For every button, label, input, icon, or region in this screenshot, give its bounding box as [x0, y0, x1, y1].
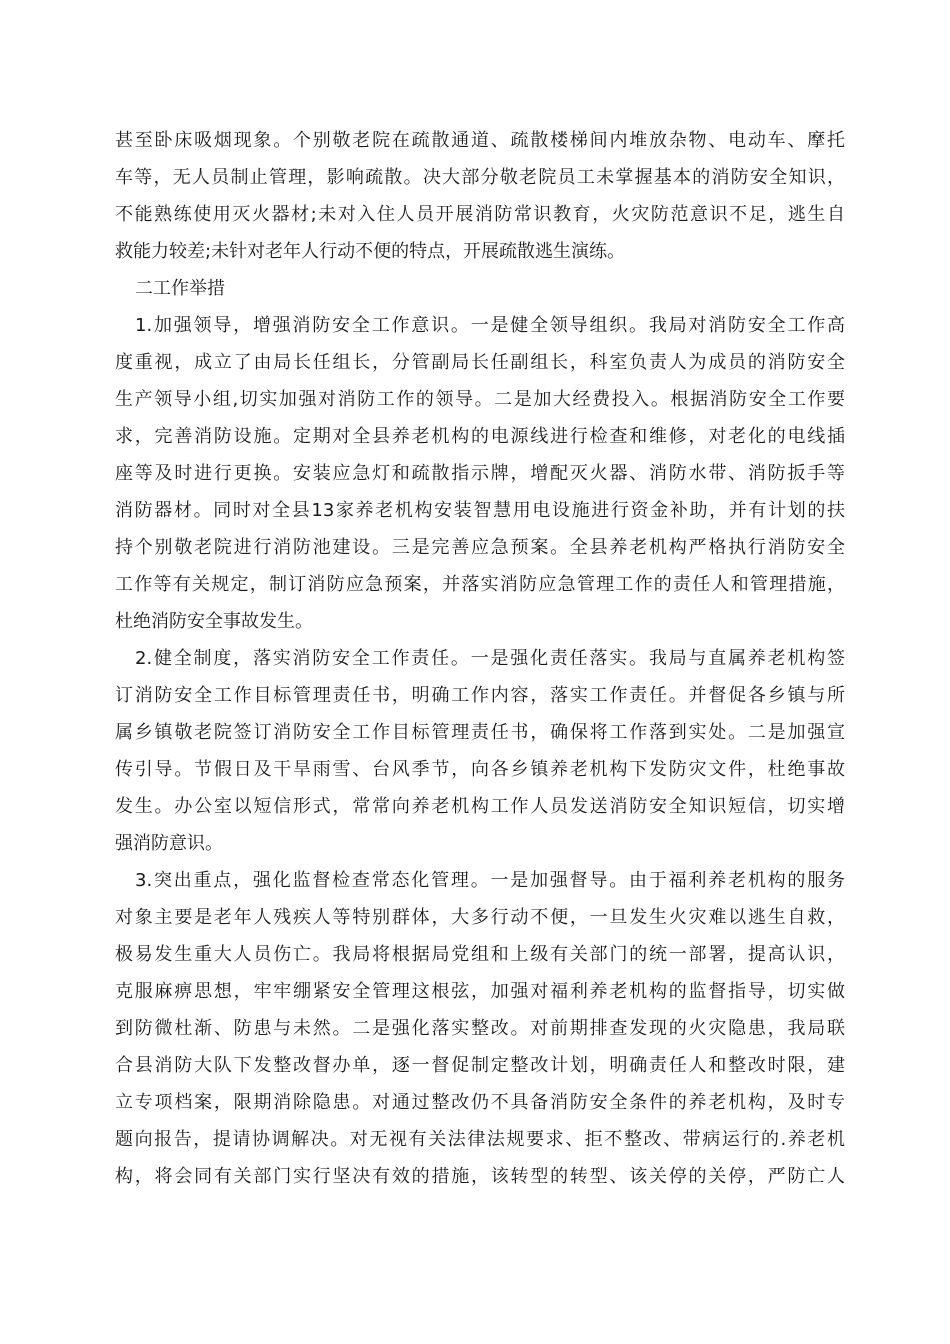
section-heading: 二工作举措 [135, 278, 225, 299]
text-line: 杜绝消防安全事故发生。 [115, 611, 313, 632]
text-line: 合县消防大队下发整改督办单，逐一督促制定整改计划，明确责任人和整改时限，建 [115, 1055, 845, 1076]
paragraph-1-first-line: 1.加强领导，增强消防安全工作意识。一是健全领导组织。我局对消防安全工作高 [135, 315, 845, 336]
text-line: 对象主要是老年人残疾人等特别群体，大多行动不便，一旦发生火灾难以逃生自救， [115, 907, 845, 928]
text-line: 强消防意识。 [115, 833, 223, 854]
text-line: 车等，无人员制止管理，影响疏散。决大部分敬老院员工未掌握基本的消防安全知识， [115, 167, 845, 188]
text-line: 立专项档案，限期消除隐患。对通过整改仍不具备消防安全条件的养老机构，及时专 [115, 1092, 845, 1113]
text-line: 传引导。节假日及干旱雨雪、台风季节，向各乡镇养老机构下发防灾文件，杜绝事故 [115, 759, 845, 780]
paragraph-2-first-line: 2.健全制度，落实消防安全工作责任。一是强化责任落实。我局与直属养老机构签 [135, 648, 845, 669]
text-line: 求，完善消防设施。定期对全县养老机构的电源线进行检查和维修，对老化的电线插 [115, 426, 845, 447]
text-line: 工作等有关规定，制订消防应急预案，并落实消防应急管理工作的责任人和管理措施， [115, 574, 845, 595]
paragraph-3-first-line: 3.突出重点，强化监督检查常态化管理。一是加强督导。由于福利养老机构的服务 [135, 870, 845, 891]
text-line: 到防微杜渐、防患与未然。二是强化落实整改。对前期排查发现的火灾隐患，我局联 [115, 1018, 845, 1039]
text-line: 座等及时进行更换。安装应急灯和疏散指示牌，增配灭火器、消防水带、消防扳手等 [115, 463, 845, 484]
text-line: 救能力较差;未针对老年人行动不便的特点，开展疏散逃生演练。 [115, 241, 626, 262]
text-line: 订消防安全工作目标管理责任书，明确工作内容，落实工作责任。并督促各乡镇与所 [115, 685, 845, 706]
text-line: 生产领导小组,切实加强对消防工作的领导。二是加大经费投入。根据消防安全工作要 [115, 389, 845, 410]
text-line: 构，将会同有关部门实行坚决有效的措施，该转型的转型、该关停的关停，严防亡人 [115, 1166, 845, 1187]
text-line: 度重视，成立了由局长任组长，分管副局长任副组长，科室负责人为成员的消防安全 [115, 352, 845, 373]
text-line: 克服麻痹思想，牢牢绷紧安全管理这根弦，加强对福利养老机构的监督指导，切实做 [115, 981, 845, 1002]
text-line: 题向报告，提请协调解决。对无视有关法律法规要求、拒不整改、带病运行的.养老机 [115, 1129, 845, 1150]
text-line: 发生。办公室以短信形式，常常向养老机构工作人员发送消防安全知识短信，切实增 [115, 796, 845, 817]
text-line: 持个别敬老院进行消防池建设。三是完善应急预案。全县养老机构严格执行消防安全 [115, 537, 845, 558]
text-line: 甚至卧床吸烟现象。个别敬老院在疏散通道、疏散楼梯间内堆放杂物、电动车、摩托 [115, 130, 845, 151]
text-line: 极易发生重大人员伤亡。我局将根据局党组和上级有关部门的统一部署，提高认识， [115, 944, 845, 965]
text-line: 属乡镇敬老院签订消防安全工作目标管理责任书，确保将工作落到实处。二是加强宣 [115, 722, 845, 743]
text-line: 不能熟练使用灭火器材;未对入住人员开展消防常识教育，火灾防范意识不足，逃生自 [115, 204, 845, 225]
text-line: 消防器材。同时对全县13家养老机构安装智慧用电设施进行资金补助，并有计划的扶 [115, 500, 845, 521]
